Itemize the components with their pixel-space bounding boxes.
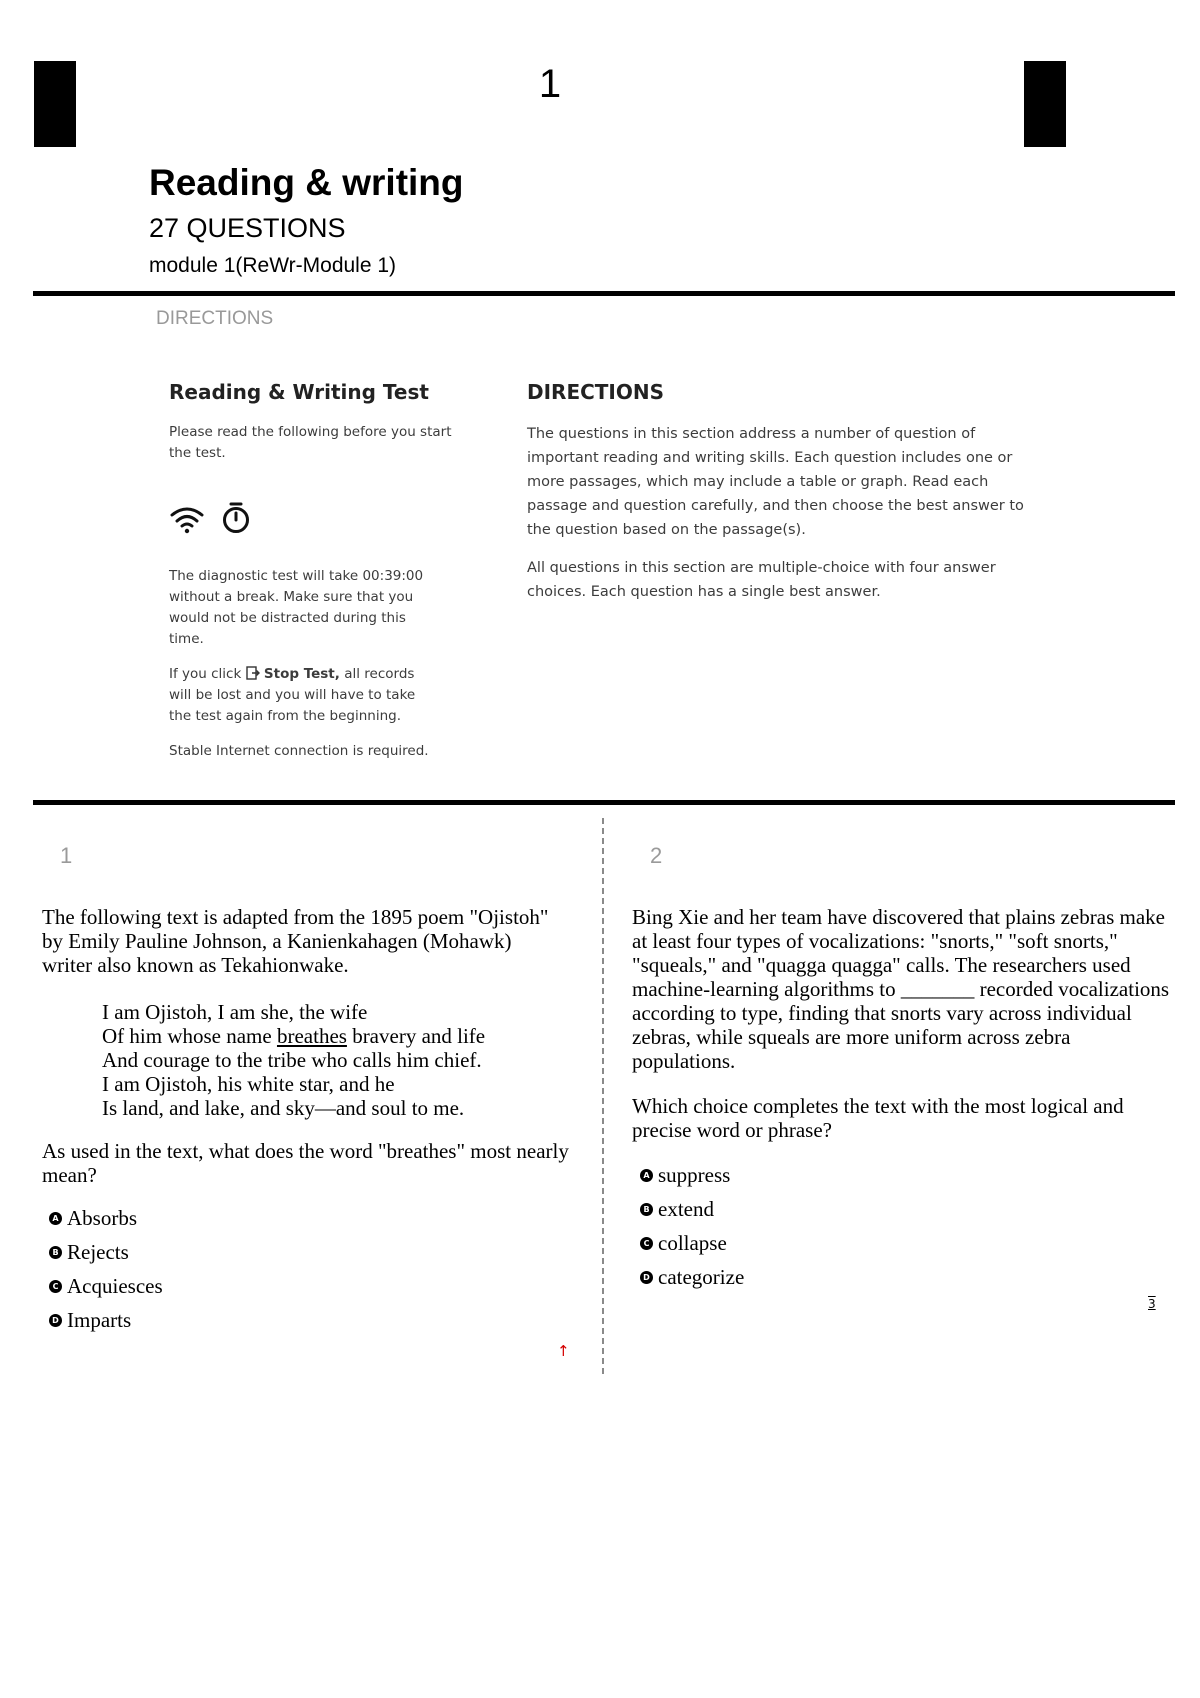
choice-bubble: A (640, 1169, 653, 1182)
directions-paragraph-1: The questions in this section address a number of question of important reading and writing skills. Each question includes one or more passages, which may include a table or graph. Read each passage and question carefully, and then choose the best answer to the question based on the passage(s). (527, 426, 1024, 538)
choice-text: categorize (658, 1264, 745, 1289)
directions-panel (150, 360, 1050, 770)
choice-text: extend (658, 1196, 714, 1221)
choice-bubble: B (49, 1246, 62, 1259)
question-count: 27 QUESTIONS (149, 213, 346, 243)
poem-text: Of him whose name (102, 1024, 277, 1048)
choice-text: Rejects (67, 1239, 129, 1264)
answer-choice-d[interactable] (640, 1260, 744, 1294)
answer-choice-a[interactable] (640, 1158, 744, 1192)
stop-suffix: all records will be lost and you will have to take the test again from the beginning. (169, 666, 416, 724)
header-rule (33, 291, 1175, 296)
choice-bubble: C (49, 1280, 62, 1293)
answer-choice-d[interactable] (49, 1303, 163, 1337)
poem-line: I am Ojistoh, I am she, the wife (102, 1000, 368, 1024)
directions-right-column (527, 380, 1042, 604)
directions-left-column (169, 380, 459, 762)
choice-text: Absorbs (67, 1205, 138, 1230)
stop-test-icon (246, 666, 264, 682)
passage-intro: The following text is adapted from the 1895 poem "Ojistoh" by Emily Pauline Johnson, a Kanienkahagen (Mohawk) writer also known as Tekahionwake. (42, 905, 549, 977)
poem-line: Is land, and lake, and sky—and soul to me. (102, 1096, 465, 1120)
poem-line: I am Ojistoh, his white star, and he (102, 1072, 395, 1096)
directions-label: DIRECTIONS (156, 308, 274, 329)
icon-row (169, 502, 459, 542)
wifi-icon (169, 519, 210, 538)
test-intro: Please read the following before you start the test. (169, 424, 452, 461)
column-divider (602, 818, 604, 1374)
answer-choices (49, 1201, 163, 1337)
question-number: 1 (60, 843, 73, 868)
answer-choice-a[interactable] (49, 1201, 163, 1235)
choice-bubble: A (49, 1212, 62, 1225)
answer-choices (640, 1158, 744, 1294)
poem-text: bravery and life (346, 1024, 486, 1048)
stop-test-note (169, 664, 439, 727)
answer-choice-c[interactable] (640, 1226, 744, 1260)
page-mark: 3 (1148, 1297, 1156, 1311)
poem-line: And courage to the tribe who calls him chief. (102, 1048, 482, 1072)
choice-bubble: B (640, 1203, 653, 1216)
answer-choice-c[interactable] (49, 1269, 163, 1303)
underlined-word: breathes (276, 1024, 347, 1048)
module-label: module 1(ReWr-Module 1) (149, 254, 397, 277)
answer-choice-b[interactable] (640, 1192, 744, 1226)
question-prompt: Which choice completes the text with the most logical and precise word or phrase? (632, 1094, 1124, 1142)
arrow-up-icon: ↑ (557, 1342, 570, 1360)
choice-bubble: C (640, 1237, 653, 1250)
stopwatch-icon (220, 519, 252, 538)
directions-heading: DIRECTIONS (527, 380, 665, 404)
directions-paragraph-2: All questions in this section are multiple-choice with four answer choices. Each question has a single best answer. (527, 560, 996, 600)
section-title: Reading & writing (149, 162, 464, 203)
poem-line (102, 1024, 572, 1048)
choice-text: Imparts (67, 1307, 132, 1332)
duration-note: The diagnostic test will take 00:39:00 without a break. Make sure that you would not be distracted during this time. (169, 568, 424, 647)
internet-note: Stable Internet connection is required. (169, 743, 429, 759)
question-number: 2 (650, 843, 663, 868)
choice-text: collapse (658, 1230, 727, 1255)
section-rule (33, 800, 1175, 805)
page-number: 1 (538, 62, 562, 106)
answer-choice-b[interactable] (49, 1235, 163, 1269)
choice-text: Acquiesces (67, 1273, 163, 1298)
passage-text: Bing Xie and her team have discovered that plains zebras make at least four types of vocalizations: "snorts," "soft snorts," "squeals," and "quagga quagga" calls. The researchers used machine-learning algorithms to _______ recorded vocalizations according to type, finding that snorts vary across individual zebras, while squeals are more uniform across zebra populations. (632, 905, 1170, 1073)
choice-bubble: D (49, 1314, 62, 1327)
stop-test-label: Stop Test, (263, 666, 340, 682)
stop-prefix: If you click (169, 666, 242, 682)
test-heading: Reading & Writing Test (169, 380, 429, 404)
poem (102, 1000, 572, 1120)
choice-text: suppress (658, 1162, 731, 1187)
question-prompt: As used in the text, what does the word "breathes" most nearly mean? (42, 1139, 569, 1187)
choice-bubble: D (640, 1271, 653, 1284)
